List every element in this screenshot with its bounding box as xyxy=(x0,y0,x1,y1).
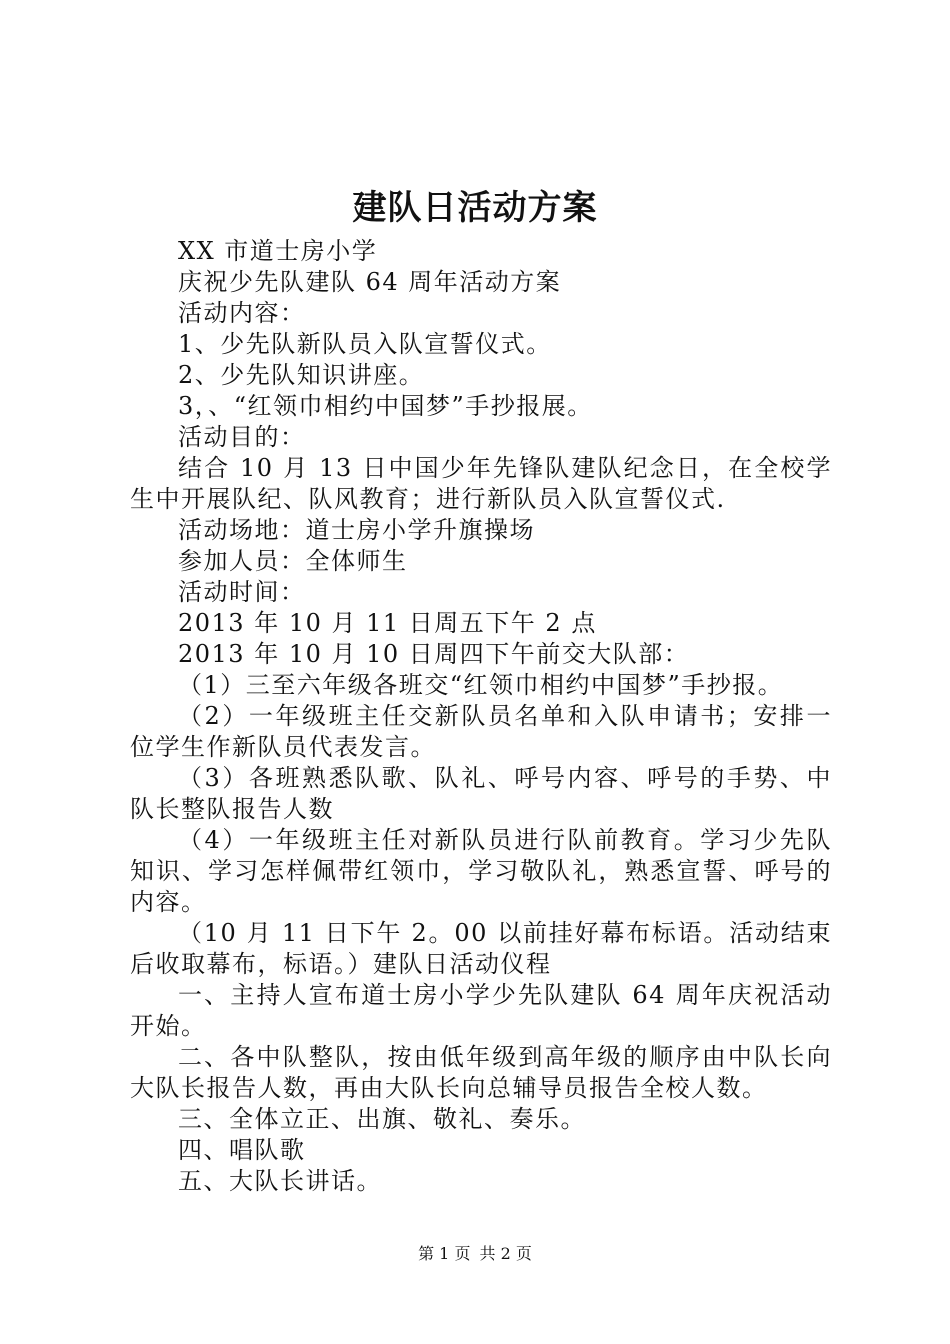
page-footer xyxy=(0,1244,950,1264)
paragraph-content-item-1: 1、少先队新队员入队宣誓仪式。 xyxy=(178,330,552,358)
paragraph-procedure-3: 三、全体立正、出旗、敬礼、奏乐。 xyxy=(178,1105,586,1133)
paragraph-school-name: XX 市道士房小学 xyxy=(178,237,378,265)
paragraph-purpose-text: 结合 10 月 13 日中国少年先锋队建队纪念日，在全校学生中开展队纪、队风教育；进行新队员入队宣誓仪式. xyxy=(130,454,832,513)
paragraph-procedure-4: 四、唱队歌 xyxy=(178,1136,306,1164)
paragraph-content-heading: 活动内容： xyxy=(178,299,306,327)
document-title: 建队日活动方案 xyxy=(352,188,598,228)
paragraph-content-item-2: 2、少先队知识讲座。 xyxy=(178,361,425,389)
page-number: 第 1 页 xyxy=(418,1244,471,1263)
page-total: 共 2 页 xyxy=(479,1244,532,1263)
paragraph-venue: 活动场地：道士房小学升旗操场 xyxy=(178,516,535,544)
document-body xyxy=(130,236,832,1197)
paragraph-time-1: 2013 年 10 月 11 日周五下午 2 点 xyxy=(178,609,597,637)
paragraph-procedure-5: 五、大队长讲话。 xyxy=(178,1167,382,1195)
paragraph-plan-name: 庆祝少先队建队 64 周年活动方案 xyxy=(178,268,562,296)
paragraph-participants: 参加人员：全体师生 xyxy=(178,547,408,575)
paragraph-banner-note: （10 月 11 日下午 2。00 以前挂好幕布标语。活动结束后收取幕布，标语。）建队日活动仪程 xyxy=(130,919,832,978)
paragraph-task-2: （2）一年级班主任交新队员名单和入队申请书；安排一位学生作新队员代表发言。 xyxy=(130,702,832,761)
paragraph-time-heading: 活动时间： xyxy=(178,578,306,606)
paragraph-purpose-heading: 活动目的： xyxy=(178,423,306,451)
paragraph-task-3: （3）各班熟悉队歌、队礼、呼号内容、呼号的手势、中队长整队报告人数 xyxy=(130,764,832,823)
paragraph-procedure-1: 一、主持人宣布道士房小学少先队建队 64 周年庆祝活动开始。 xyxy=(130,981,832,1040)
paragraph-time-2: 2013 年 10 月 10 日周四下午前交大队部： xyxy=(178,640,690,668)
paragraph-content-item-3: 3，、“红领巾相约中国梦”手抄报展。 xyxy=(178,392,593,420)
paragraph-task-4: （4）一年级班主任对新队员进行队前教育。学习少先队知识、学习怎样佩带红领巾，学习敬队礼，熟悉宣誓、呼号的内容。 xyxy=(130,826,832,916)
paragraph-procedure-2: 二、各中队整队，按由低年级到高年级的顺序由中队长向大队长报告人数，再由大队长向总辅导员报告全校人数。 xyxy=(130,1043,832,1102)
paragraph-task-1: （1）三至六年级各班交“红领巾相约中国梦”手抄报。 xyxy=(178,671,784,699)
